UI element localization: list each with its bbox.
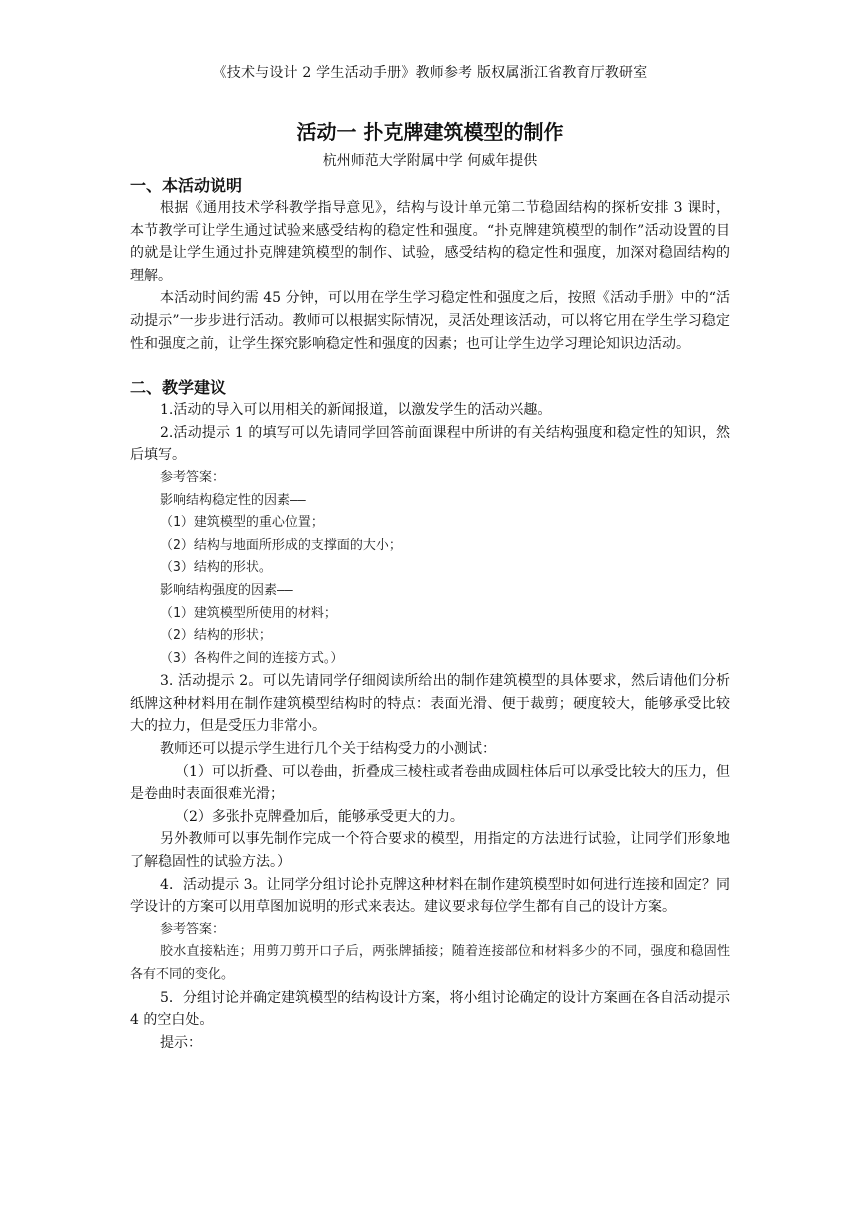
stability-factor: （3）结构的形状。 [160, 560, 272, 576]
page-title: 活动一 扑克牌建筑模型的制作 [296, 120, 564, 144]
suggestion-3-note: 另外教师可以事先制作完成一个符合要求的模型，用指定的方法进行试验，让同学们形象地了解稳固性的试验方法。） [130, 831, 730, 871]
suggestion-3-test-1: （1）可以折叠、可以卷曲，折叠成三棱柱或者卷曲成圆柱体后可以承受比较大的压力，但是卷曲时表面很难光滑； [130, 763, 730, 803]
answer-label: 参考答案： [160, 921, 226, 937]
document-body [130, 175, 730, 1054]
strength-factors-title: 影响结构强度的因素—— [160, 582, 293, 598]
connection-answer: 胶水直接粘连；用剪刀剪开口子后，两张牌插接；随着连接部位和材料多少的不同，强度和稳固性各有不同的变化。 [130, 944, 730, 982]
hint-label: 提示： [160, 1034, 202, 1051]
strength-factor: （2）结构的形状； [160, 628, 272, 644]
section2-heading: 二、教学建议 [130, 378, 227, 398]
strength-factor: （1）建筑模型所使用的材料； [160, 605, 337, 621]
suggestion-2: 2.活动提示 1 的填写可以先请同学回答前面课程中所讲的有关结构强度和稳定性的知识，然后填写。 [130, 424, 730, 464]
section1-heading: 一、本活动说明 [130, 176, 243, 195]
page-header: 《技术与设计 2 学生活动手册》教师参考 版权属浙江省教育厅教研室 [212, 65, 648, 81]
suggestion-1: 1.活动的导入可以用相关的新闻报道，以激发学生的活动兴趣。 [160, 402, 552, 419]
section1-paragraph-1: 根据《通用技术学科教学指导意见》，结构与设计单元第二节稳固结构的探析安排 3 课时，本节教学可让学生通过试验来感受结构的稳定性和强度。“扑克牌建筑模型的制作”活动设置的目的就是让学生通过扑克牌建筑模型的制作、试验，感受结构的稳定性和强度，加深对稳固结构的理解。 [130, 200, 730, 284]
suggestion-3: 3. 活动提示 2。可以先请同学仔细阅读所给出的制作建筑模型的具体要求，然后请他们分析纸牌这种材料用在制作建筑模型结构时的特点：表面光滑、便于裁剪；硬度较大，能够承受比较大的拉力，但是受压力非常小。 [130, 673, 730, 735]
page-subtitle: 杭州师范大学附属中学 何威年提供 [322, 153, 538, 169]
answer-label: 参考答案： [160, 469, 226, 485]
suggestion-4: 4．活动提示 3。让同学分组讨论扑克牌这种材料在制作建筑模型时如何进行连接和固定？同学设计的方案可以用草图加说明的形式来表达。建议要求每位学生都有自己的设计方案。 [130, 876, 730, 916]
strength-factor: （3）各构件之间的连接方式。） [160, 650, 344, 666]
stability-factor: （2）结构与地面所形成的支撑面的大小； [160, 537, 402, 553]
stability-factor: （1）建筑模型的重心位置； [160, 515, 324, 531]
stability-factors-title: 影响结构稳定性的因素—— [160, 492, 306, 508]
suggestion-3-test-2: （2）多张扑克牌叠加后，能够承受更大的力。 [175, 808, 464, 825]
suggestion-5: 5．分组讨论并确定建筑模型的结构设计方案，将小组讨论确定的设计方案画在各自活动提示 4 的空白处。 [130, 989, 730, 1029]
section1-paragraph-2: 本活动时间约需 45 分钟，可以用在学生学习稳定性和强度之后，按照《活动手册》中的“活动提示”一步步进行活动。教师可以根据实际情况，灵活处理该活动，可以将它用在学生学习稳定性和强度之前，让学生探究影响稳定性和强度的因素；也可让学生边学习理论知识边活动。 [130, 290, 730, 352]
suggestion-3-tests-intro: 教师还可以提示学生进行几个关于结构受力的小测试： [160, 741, 496, 758]
